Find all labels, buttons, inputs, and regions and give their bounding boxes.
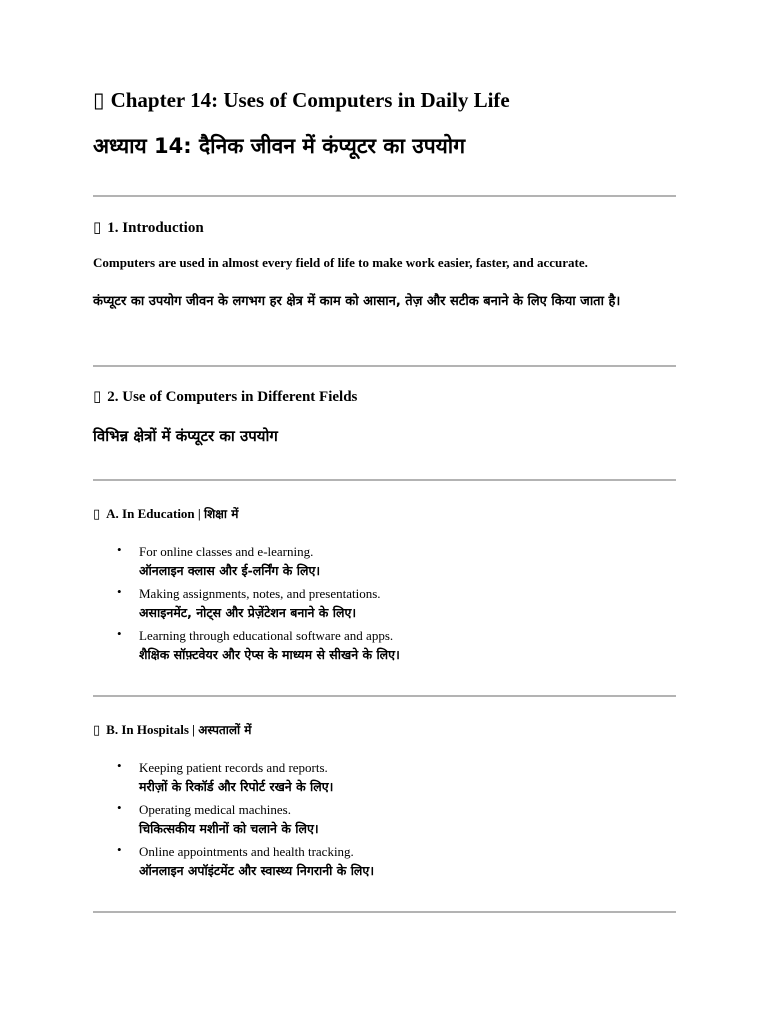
- education-list: [93, 543, 400, 669]
- list-item-hi: असाइनमेंट, नोट्स और प्रेज़ेंटेशन बनाने के लिए।: [139, 605, 357, 620]
- list-item: [93, 843, 374, 885]
- chapter-title-hi: अध्याय 14: दैनिक जीवन में कंप्यूटर का उपयोग: [93, 134, 466, 158]
- divider: [93, 695, 676, 697]
- intro-text-en: Computers are used in almost every field of life to make work easier, faster, and accurate.: [93, 255, 588, 270]
- section-subheading-hi: विभिन्न क्षेत्रों में कंप्यूटर का उपयोग: [93, 427, 278, 445]
- hospitals-list: [93, 759, 374, 885]
- list-item-en: • For online classes and e-learning.: [139, 544, 314, 559]
- divider: [93, 911, 676, 913]
- list-item: [93, 759, 374, 801]
- intro-text-hi: कंप्यूटर का उपयोग जीवन के लगभग हर क्षेत्र में काम को आसान, तेज़ और सटीक बनाने के लिए किया जाता है।: [93, 294, 621, 309]
- list-item-hi: चिकित्सकीय मशीनों को चलाने के लिए।: [139, 821, 319, 836]
- list-item-en: • Online appointments and health tracking.: [139, 844, 354, 859]
- chapter-title-en-text: Chapter 14: Uses of Computers in Daily Life: [110, 88, 510, 112]
- divider: [93, 365, 676, 367]
- section-heading-text: 2. Use of Computers in Different Fields: [107, 389, 358, 405]
- section-heading-introduction: [93, 218, 204, 237]
- list-item-en: • Learning through educational software and apps.: [139, 628, 394, 643]
- list-item-hi: ऑनलाइन अपॉइंटमेंट और स्वास्थ्य निगरानी के लिए।: [139, 863, 375, 878]
- divider: [93, 479, 676, 481]
- list-item-hi: ऑनलाइन क्लास और ई-लर्निंग के लिए।: [139, 563, 321, 578]
- subsection-heading-hospitals: [93, 721, 251, 738]
- list-item: [93, 543, 400, 585]
- list-item: [93, 585, 400, 627]
- list-item: [93, 801, 374, 843]
- section-icon: ▯: [93, 220, 102, 236]
- subsection-heading-hi: अस्पतालों में: [198, 723, 252, 737]
- section-heading-text: 1. Introduction: [107, 220, 204, 236]
- list-item-en: • Keeping patient records and reports.: [139, 760, 328, 775]
- subsection-heading-en: A. In Education |: [106, 506, 205, 521]
- subsection-icon: ▯: [93, 722, 101, 737]
- list-item: [93, 627, 400, 669]
- divider: [93, 195, 676, 197]
- section-icon: ▯: [93, 389, 102, 405]
- subsection-heading-en: B. In Hospitals |: [106, 722, 199, 737]
- list-item-en: • Operating medical machines.: [139, 802, 291, 817]
- subsection-heading-hi: शिक्षा में: [204, 507, 239, 521]
- subsection-icon: ▯: [93, 506, 101, 521]
- section-heading-fields: [93, 387, 357, 406]
- subsection-heading-education: [93, 505, 238, 522]
- list-item-hi: मरीज़ों के रिकॉर्ड और रिपोर्ट रखने के लिए।: [139, 779, 334, 794]
- list-item-hi: शैक्षिक सॉफ़्टवेयर और ऐप्स के माध्यम से सीखने के लिए।: [139, 647, 400, 662]
- list-item-en: • Making assignments, notes, and presentations.: [139, 586, 381, 601]
- book-icon: ▯: [93, 88, 105, 112]
- chapter-title-en: [93, 88, 510, 113]
